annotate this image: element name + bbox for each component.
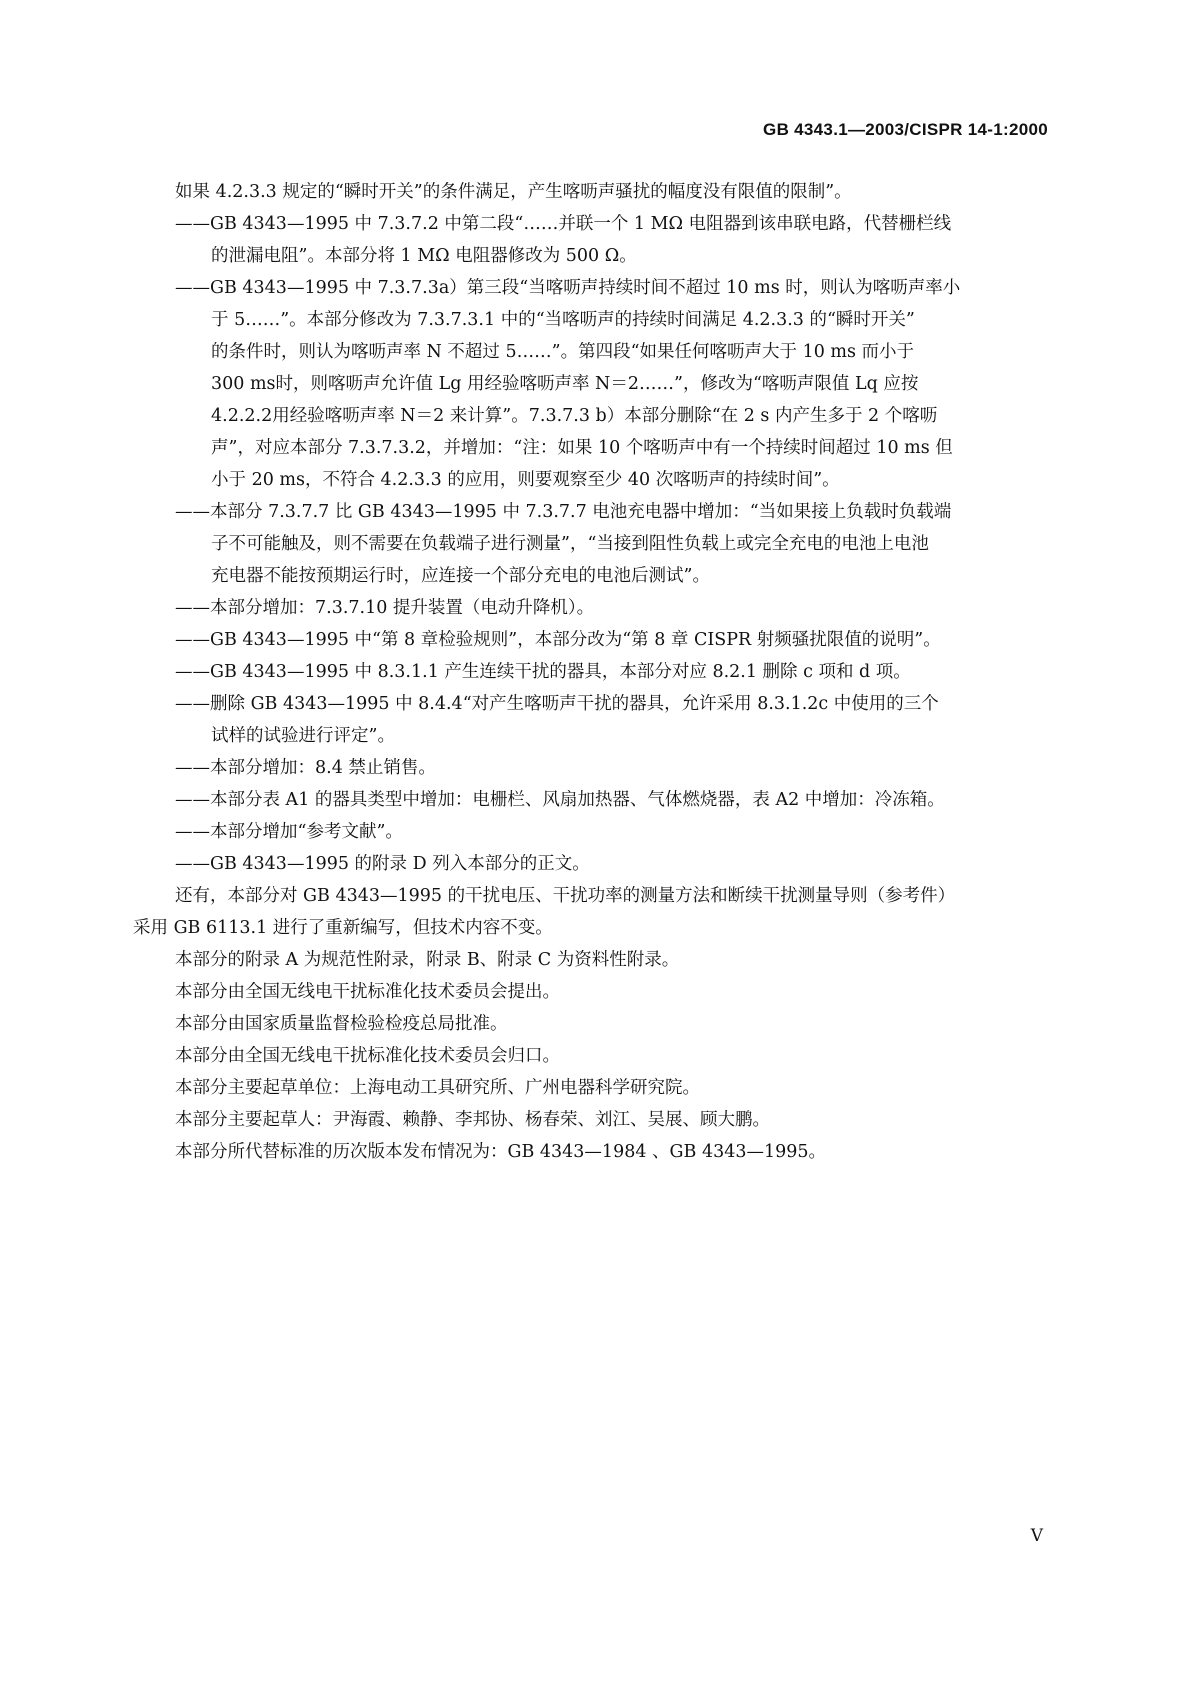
text-line: 如果 4.2.3.3 规定的“瞬时开关”的条件满足，产生喀呖声骚扰的幅度没有限值的限制”。 <box>175 182 852 202</box>
text-line: 声”，对应本部分 7.3.7.3.2，并增加：“注：如果 10 个喀呖声中有一个持续时间超过 10 ms 但 <box>211 438 953 458</box>
text-line: ——删除 GB 4343—1995 中 8.4.4“对产生喀呖声干扰的器具，允许采用 8.3.1.2c 中使用的三个 <box>175 694 939 714</box>
text-line: 的条件时，则认为喀呖声率 N 不超过 5……”。第四段“如果任何喀呖声大于 10 ms 而小于 <box>211 342 915 362</box>
text-line: ——本部分增加“参考文献”。 <box>175 822 403 842</box>
text-line: ——GB 4343—1995 的附录 D 列入本部分的正文。 <box>175 854 590 874</box>
text-line: ——本部分 7.3.7.7 比 GB 4343—1995 中 7.3.7.7 电池充电器中增加：“当如果接上负载时负载端 <box>175 502 952 522</box>
text-line: 的泄漏电阻”。本部分将 1 MΩ 电阻器修改为 500 Ω。 <box>211 246 637 266</box>
text-line: 本部分主要起草单位：上海电动工具研究所、广州电器科学研究院。 <box>175 1078 700 1098</box>
text-line: 小于 20 ms，不符合 4.2.3.3 的应用，则要观察至少 40 次喀呖声的持续时间”。 <box>211 470 840 490</box>
text-line: ——本部分表 A1 的器具类型中增加：电栅栏、风扇加热器、气体燃烧器，表 A2 中增加：冷冻箱。 <box>175 790 945 810</box>
text-line: ——GB 4343—1995 中 7.3.7.3a）第三段“当喀呖声持续时间不超过 10 ms 时，则认为喀呖声率小 <box>175 278 961 298</box>
text-line: 本部分主要起草人：尹海霞、赖静、李邦协、杨春荣、刘江、吴展、顾大鹏。 <box>175 1110 770 1130</box>
text-line: 本部分由国家质量监督检验检疫总局批准。 <box>175 1014 508 1034</box>
text-line: 于 5……”。本部分修改为 7.3.7.3.1 中的“当喀呖声的持续时间满足 4.2.3.3 的“瞬时开关” <box>211 310 915 330</box>
text-line: 300 ms时，则喀呖声允许值 Lg 用经验喀呖声率 N＝2……”，修改为“喀呖声限值 Lq 应按 <box>211 374 919 394</box>
text-line: ——本部分增加：8.4 禁止销售。 <box>175 758 436 778</box>
page-number: V <box>1030 1526 1043 1546</box>
text-line: 本部分的附录 A 为规范性附录，附录 B、附录 C 为资料性附录。 <box>175 950 680 970</box>
text-line: ——GB 4343—1995 中“第 8 章检验规则”，本部分改为“第 8 章 CISPR 射频骚扰限值的说明”。 <box>175 630 941 650</box>
foreword-body <box>133 176 1048 1168</box>
text-line: ——本部分增加：7.3.7.10 提升装置（电动升降机）。 <box>175 598 595 618</box>
text-line: 试样的试验进行评定”。 <box>211 726 395 746</box>
document-code-header: GB 4343.1—2003/CISPR 14-1:2000 <box>763 120 1048 139</box>
text-line: 子不可能触及，则不需要在负载端子进行测量”，“当接到阻性负载上或完全充电的电池上电池 <box>211 534 929 554</box>
text-line: ——GB 4343—1995 中 7.3.7.2 中第二段“……并联一个 1 MΩ 电阻器到该串联电路，代替栅栏线 <box>175 214 952 234</box>
text-line: ——GB 4343—1995 中 8.3.1.1 产生连续干扰的器具，本部分对应 8.2.1 删除 c 项和 d 项。 <box>175 662 911 682</box>
text-line: 本部分由全国无线电干扰标准化技术委员会提出。 <box>175 982 560 1002</box>
text-line: 采用 GB 6113.1 进行了重新编写，但技术内容不变。 <box>133 918 553 938</box>
text-line: 4.2.2.2用经验喀呖声率 N＝2 来计算”。7.3.7.3 b）本部分删除“在 2 s 内产生多于 2 个喀呖 <box>211 406 938 426</box>
text-line: 充电器不能按预期运行时，应连接一个部分充电的电池后测试”。 <box>211 566 710 586</box>
text-line: 还有，本部分对 GB 4343—1995 的干扰电压、干扰功率的测量方法和断续干扰测量导则（参考件） <box>175 886 956 906</box>
text-line: 本部分所代替标准的历次版本发布情况为：GB 4343—1984 、GB 4343—1995。 <box>175 1142 827 1162</box>
text-line: 本部分由全国无线电干扰标准化技术委员会归口。 <box>175 1046 560 1066</box>
